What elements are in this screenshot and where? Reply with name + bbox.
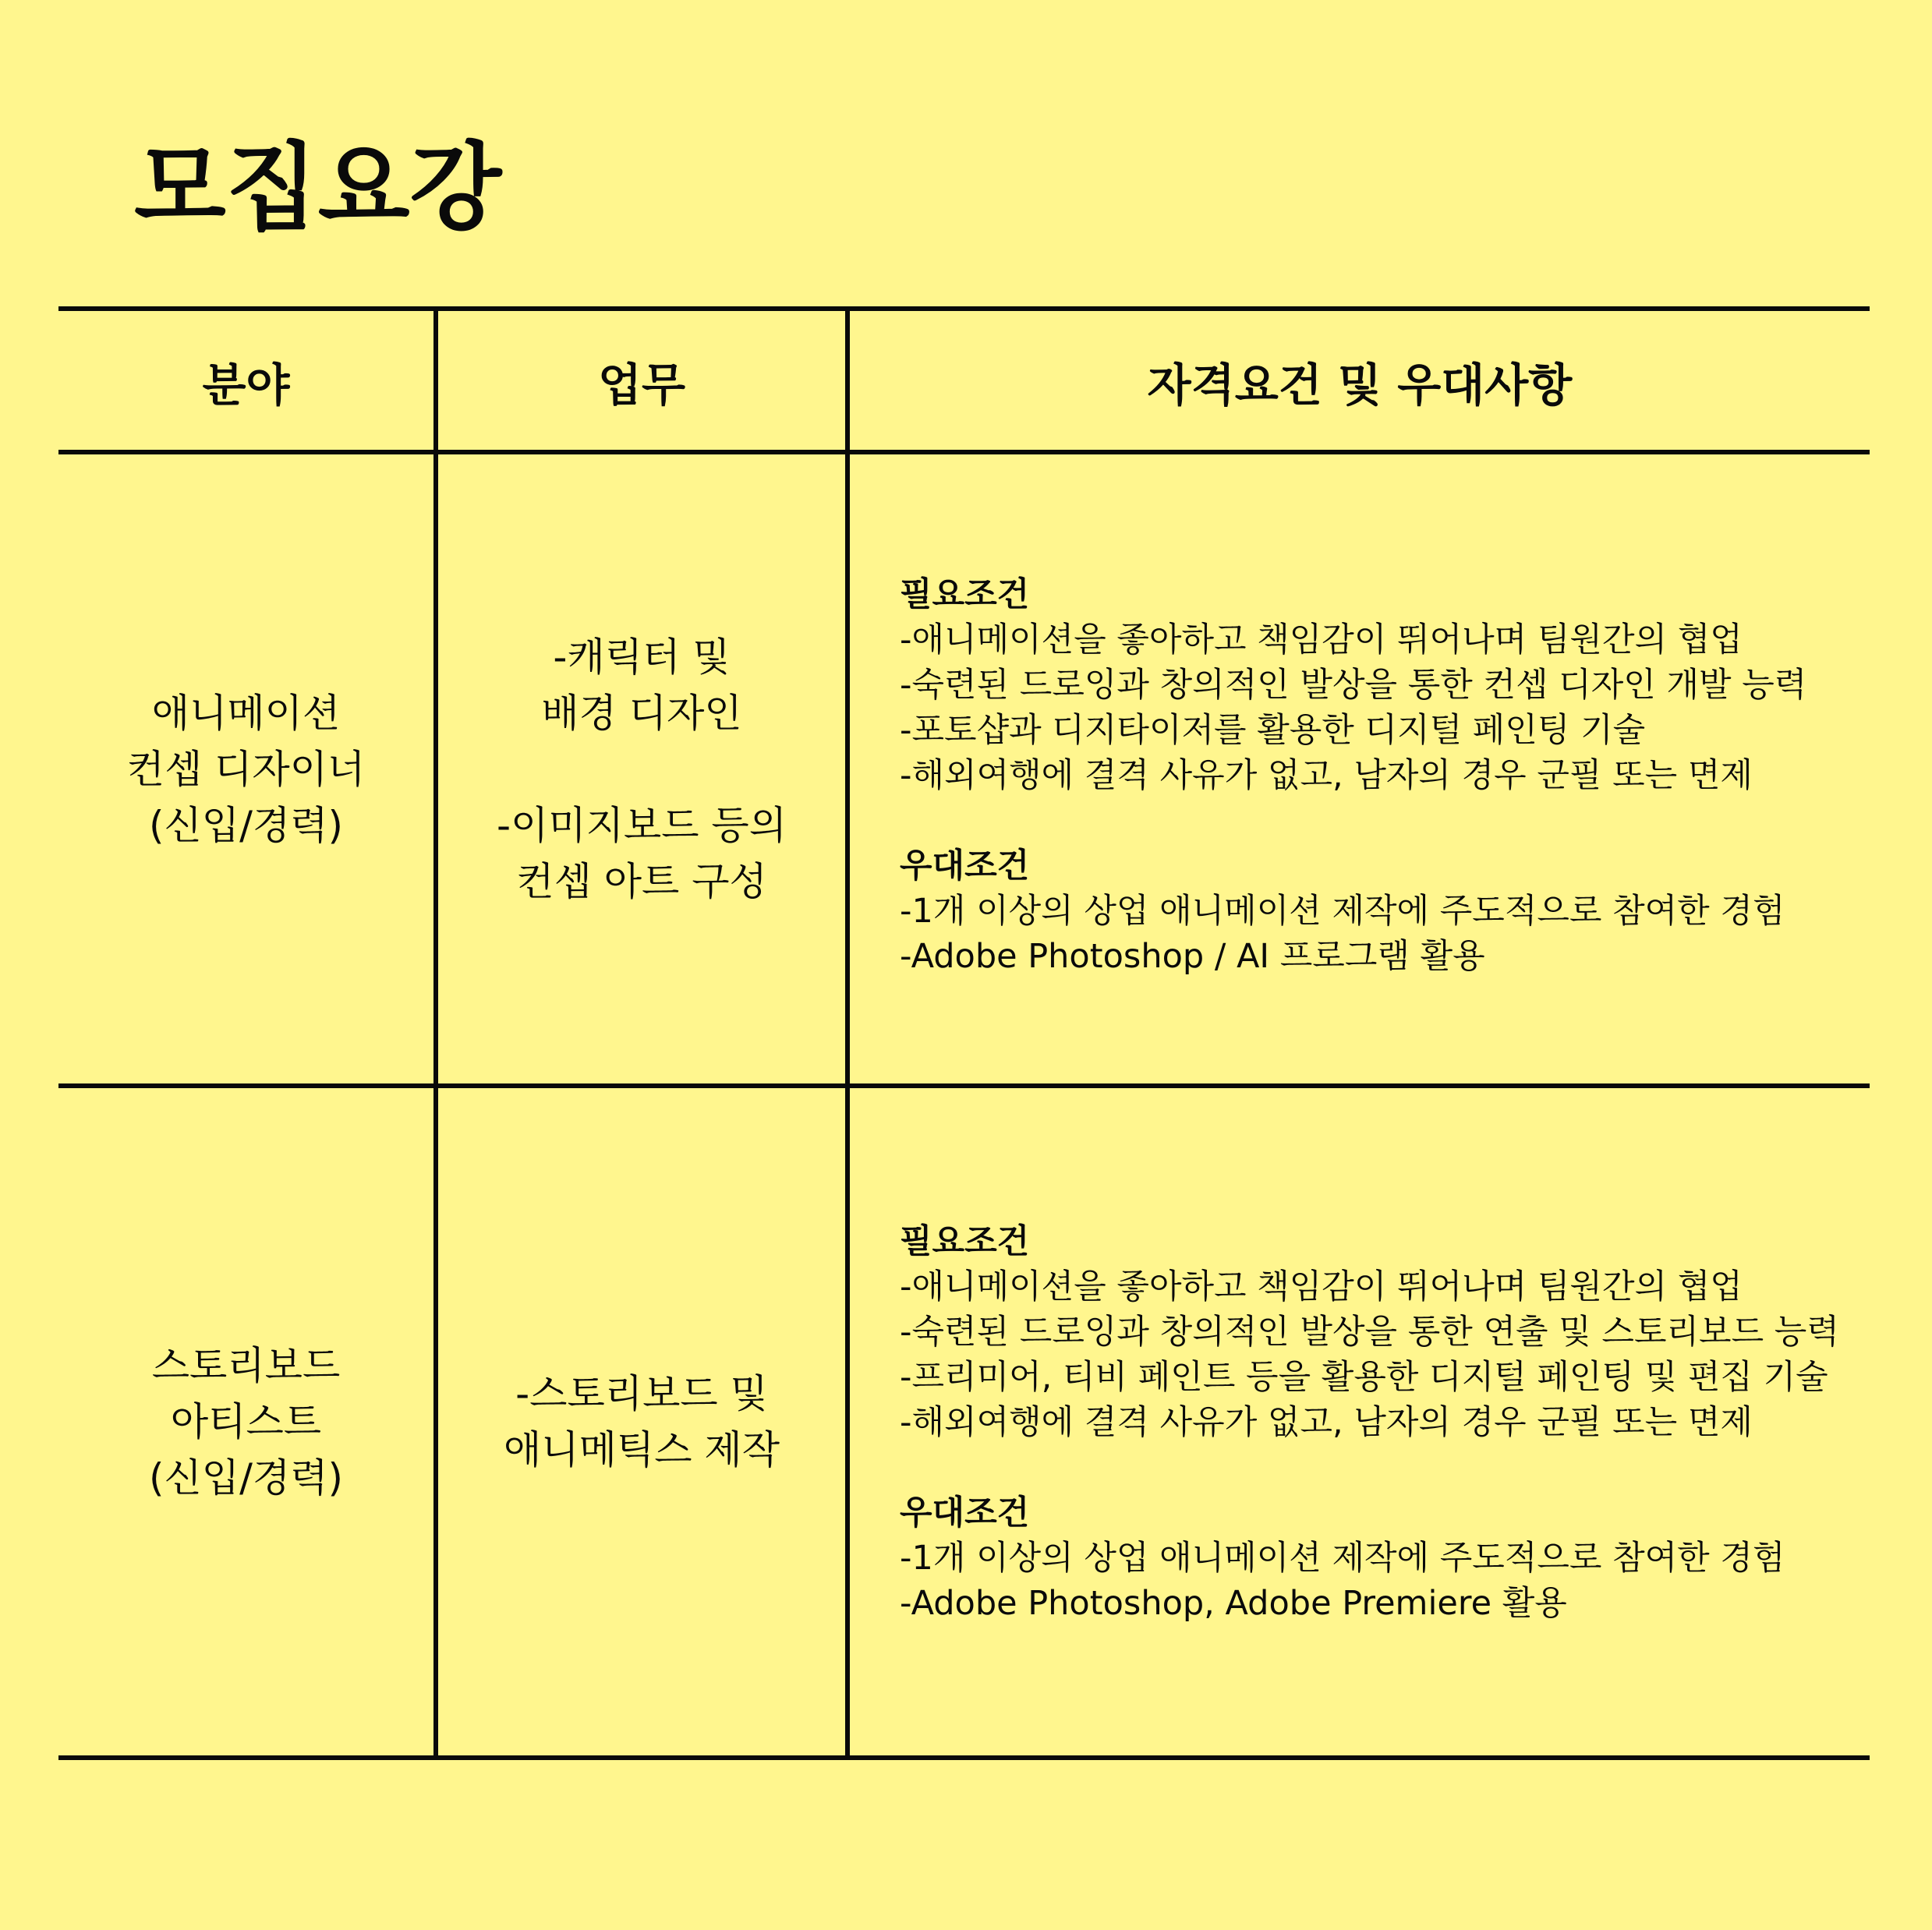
requirement-item: -애니메이션을 좋아하고 책임감이 뛰어나며 팀원간의 협업: [900, 1267, 1743, 1306]
header-duty: 업무: [597, 359, 686, 412]
duty-line: -캐릭터 및: [553, 634, 731, 680]
requirements-heading: 필요조건: [900, 1222, 1030, 1261]
table-bottom-border: [58, 1755, 1870, 1760]
requirements-heading: 필요조건: [900, 575, 1030, 614]
requirement-item: -숙련된 드로잉과 창의적인 발상을 통한 컨셉 디자인 개발 능력: [900, 666, 1807, 705]
field-line: 스토리보드: [151, 1343, 341, 1388]
duty-line: 애니메틱스 제작: [504, 1427, 780, 1472]
duty-line: -이미지보드 등의: [496, 802, 787, 848]
requirement-item: -프리미어, 티비 페인트 등을 활용한 디지털 페인팅 및 편집 기술: [900, 1358, 1828, 1397]
duty-cell: [438, 454, 845, 1083]
preference-item: -1개 이상의 상업 애니메이션 제작에 주도적으로 참여한 경험: [900, 892, 1785, 931]
preference-item: -Adobe Photoshop, Adobe Premiere 활용: [900, 1584, 1567, 1623]
field-line: 아티스트: [170, 1399, 322, 1444]
field-cell: [58, 454, 433, 1083]
spacer: [900, 798, 1806, 843]
qualifications-cell: [900, 1219, 1839, 1626]
preference-item: -1개 이상의 상업 애니메이션 제작에 주도적으로 참여한 경험: [900, 1539, 1785, 1578]
field-line: 컨셉 디자이너: [126, 746, 366, 792]
preferences-heading: 우대조건: [900, 1493, 1030, 1532]
requirement-item: -포토샵과 디지타이저를 활용한 디지털 페인팅 기술: [900, 711, 1646, 750]
column-divider-2: [845, 309, 850, 1760]
header-qualifications: 자격요건 및 우대사항: [1147, 359, 1573, 412]
requirement-item: -애니메이션을 좋아하고 책임감이 뛰어나며 팀원간의 협업: [900, 620, 1743, 659]
duty-line: 배경 디자인: [541, 690, 742, 736]
requirement-item: -해외여행에 결격 사유가 없고, 남자의 경우 군필 또는 면제: [900, 1403, 1753, 1442]
qualifications-cell: [900, 572, 1806, 979]
field-line: (신입/경력): [148, 802, 344, 848]
duty-cell: [438, 1088, 845, 1755]
requirement-item: -해외여행에 결격 사유가 없고, 남자의 경우 군필 또는 면제: [900, 756, 1753, 795]
preference-item: -Adobe Photoshop / AI 프로그램 활용: [900, 937, 1485, 976]
page-title: 모집요강: [134, 133, 502, 243]
field-cell: [58, 1088, 433, 1755]
requirement-item: -숙련된 드로잉과 창의적인 발상을 통한 연출 및 스토리보드 능력: [900, 1313, 1839, 1352]
spacer: [900, 1445, 1839, 1490]
field-line: 애니메이션: [151, 690, 341, 736]
duty-line: -스토리보드 및: [515, 1371, 768, 1416]
header-field: 분야: [202, 359, 290, 412]
preferences-heading: 우대조건: [900, 847, 1030, 885]
duty-line: 컨셉 아트 구성: [516, 858, 767, 904]
field-line: (신입/경력): [148, 1455, 344, 1501]
table-top-border: [58, 306, 1870, 311]
